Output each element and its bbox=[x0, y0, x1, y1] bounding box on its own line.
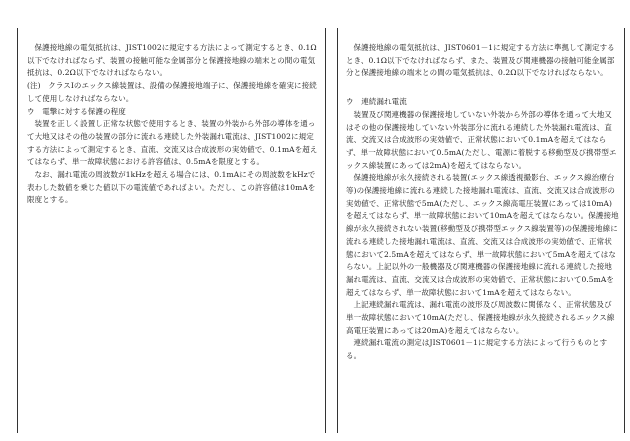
paragraph-ground-resistance-revised: 保護接地線の電気抵抗は、JIST0601－1に規定する方法に準拠して測定するとき、0.1Ω以下でなければならず、また、装置及び関連機器の接触可能金属部分と保護接地線の端末との間の電気抵抗は、0.2Ω以下でなければならない。 bbox=[346, 43, 615, 78]
paragraph-frequency-note: なお、漏れ電流の周波数が1kHzを超える場合には、0.1mAにその周波数をkHzで表わした数値を乗じた値以下の電流値であればよい。ただし、この許容値は10mAを限度とする。 bbox=[27, 170, 316, 205]
paragraph-ground-resistance: 保護接地線の電気抵抗は、JIST1002に規定する方法によって測定するとき、0.1Ω以下でなければならず、装置の接触可能な金属部分と保護接地線の端末との間の電気抵抗は、0.2Ω以下でなければならない。 bbox=[27, 43, 317, 78]
paragraph-note-class1: (注) クラスⅠのエックス線装置は、設備の保護接地端子に、保護接地線を確実に接続して使用しなければならない。 bbox=[27, 81, 317, 103]
right-column bbox=[337, 28, 625, 433]
spacer bbox=[346, 80, 619, 96]
left-column bbox=[17, 28, 326, 433]
paragraph-enclosure-leakage: 装置及び関連機器の保護接地していない外装から外部の導体を通って大地又はその他の保護接地していない外装部分に流れる連続した外装漏れ電流は、直流、交流又は合成波形の実効値で、正常状態において0.1mAを超えてはならず、単一故障状態において0.5mA(ただし、電源に着脱する移動型及び携帯型エックス線装置にあっては2mA)を超えてはならない。 bbox=[346, 109, 617, 170]
paragraph-earth-leakage: 保護接地線が永久接続される装置(エックス線透視撮影台、エックス線治療台等)の保護接地線に流れる連続した接地漏れ電流は、直流、交流又は合成波形の実効値で、正常状態で5mA(ただし、エックス線高電圧装置にあっては10mA)を超えてはならず、単一故障状態において10mAを超えてはならない。保護接地線が永久接続されない装置(移動型及び携帯型エックス線装置等)の保護接地線に流れる連続した接地漏れ電流は、直流、交流又は合成波形の実効値で、正常状態において2.5mAを超えてはならず、単一故障状態において5mAを超えてはならない。上記以外の一般機器及び関連機器の保護接地線に流れる連続した接地漏れ電流は、直流、交流又は合成波形の実効値で、正常状態において0.5mAを超えてはならず、単一故障状態において1mAを超えてはならない。 bbox=[346, 173, 619, 297]
heading-shock-protection: ウ 電撃に対する保護の程度 bbox=[27, 106, 126, 116]
heading-continuous-leakage: ウ 連続漏れ電流 bbox=[346, 97, 407, 107]
paragraph-measurement-method: 連続漏れ電流の測定はJIST0601－1に規定する方法によって行うものとする。 bbox=[346, 338, 608, 361]
paragraph-leakage-limit: 上記連続漏れ電流は、漏れ電流の波形及び周波数に関係なく、正常状態及び単一故障状態において10mA(ただし、保護接地線が永久接続されるエックス線高電圧装置にあっては20mA)を超えてはならない。 bbox=[346, 300, 615, 335]
paragraph-leakage-current: 装置を正しく設置し正常な状態で使用するとき、装置の外装から外部の導体を通って大地又はその他の装置の部分に流れる連続した外装漏れ電流は、JIST1002に規定する方法によって測定するとき、直流、交流又は合成波形の実効値で、0.1mAを超えてはならず、単一故障状態における許容値は、0.5mAを限度とする。 bbox=[27, 119, 318, 167]
